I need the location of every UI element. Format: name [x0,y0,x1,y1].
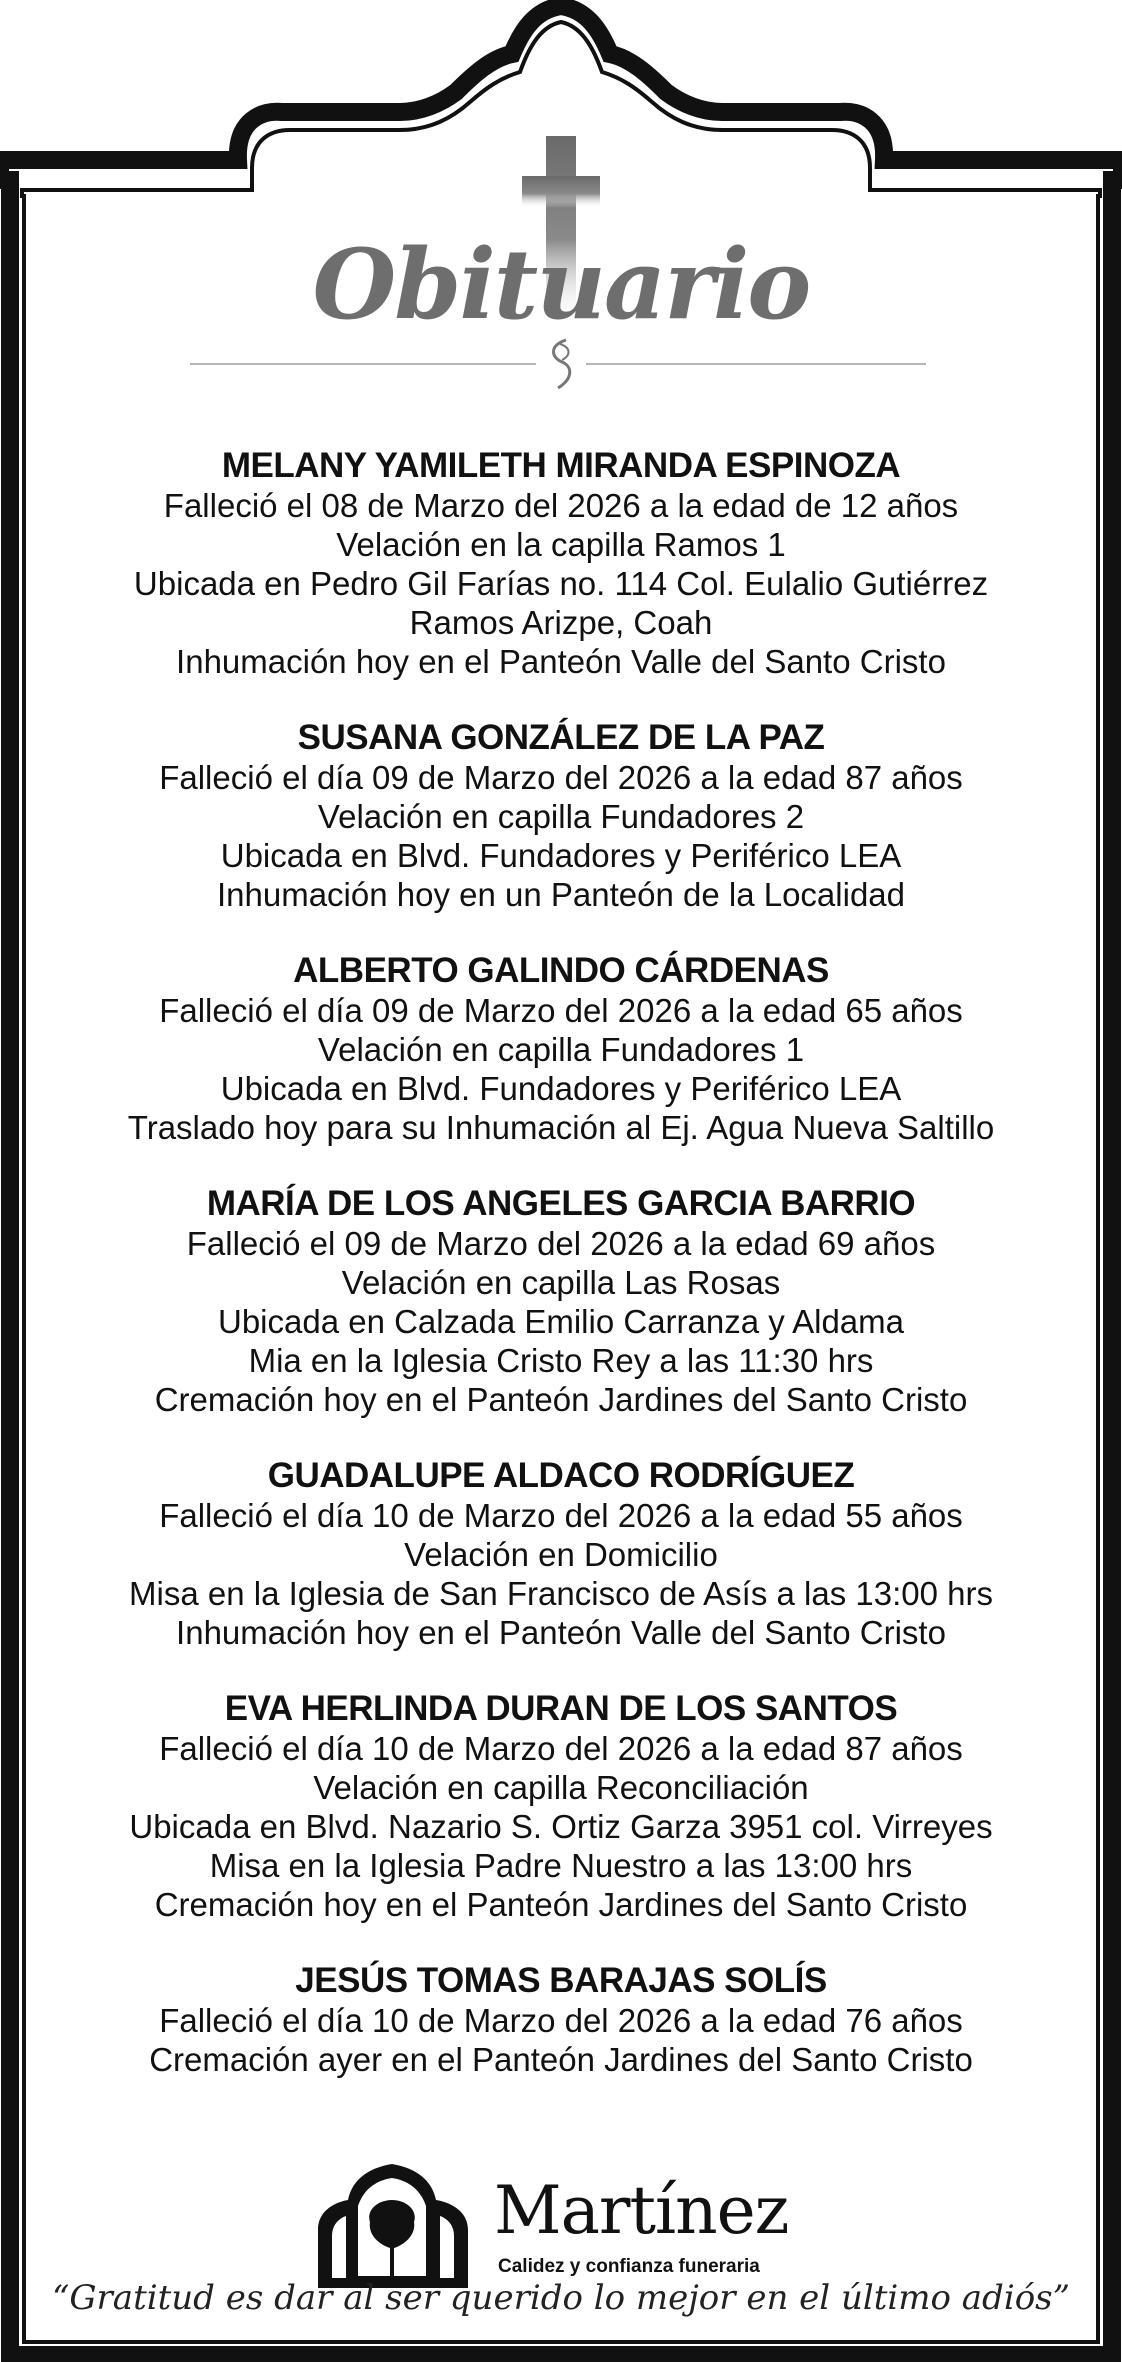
obituary-detail-line: Velación en capilla Reconciliación [313,1769,809,1806]
obituary-entry [0,1456,1122,1652]
deceased-name: EVA HERLINDA DURAN DE LOS SANTOS [224,1689,898,1728]
obituary-detail-line: Velación en capilla Fundadores 1 [317,1031,805,1068]
obituary-detail-line: Falleció el día 10 de Marzo del 2026 a la edad 87 años [159,1730,963,1767]
obituary-entry [0,446,1122,681]
obituary-detail-line: Cremación hoy en el Panteón Jardines del Santo Cristo [154,1381,968,1418]
obituary-detail-line: Ubicada en Calzada Emilio Carranza y Aldama [217,1303,904,1340]
scroll-ornament-icon [554,340,570,388]
obituary-detail-line: Velación en capilla Las Rosas [341,1264,781,1301]
obituary-detail-line: Falleció el día 09 de Marzo del 2026 a la edad 87 años [159,759,963,796]
obituary-detail-line: Falleció el día 09 de Marzo del 2026 a la edad 65 años [159,992,963,1029]
brand-tagline: Calidez y confianza funeraria [498,2256,760,2277]
obituary-detail-line: Falleció el 09 de Marzo del 2026 a la edad 69 años [186,1225,936,1262]
obituary-detail-line: Inhumación hoy en el Panteón Valle del Santo Cristo [176,643,946,680]
obituary-detail-line: Velación en la capilla Ramos 1 [336,526,786,563]
chapel-tree-logo-icon [318,2160,488,2290]
obituary-detail-line: Cremación ayer en el Panteón Jardines del Santo Cristo [149,2041,973,2078]
page-title: Obituario [312,228,810,341]
obituary-detail-line: Velación en Domicilio [404,1536,718,1573]
obituary-detail-line: Inhumación hoy en un Panteón de la Localidad [216,876,906,913]
funeral-home-logo [318,2160,798,2290]
deceased-name: SUSANA GONZÁLEZ DE LA PAZ [297,718,825,757]
obituary-detail-line: Ubicada en Blvd. Fundadores y Periférico LEA [220,1070,902,1107]
brand-name: Martínez [494,2172,789,2249]
obituary-detail-line: Falleció el día 10 de Marzo del 2026 a la edad 55 años [159,1497,963,1534]
deceased-name: GUADALUPE ALDACO RODRÍGUEZ [267,1456,855,1495]
obituary-entry [0,1961,1122,2079]
deceased-name: MELANY YAMILETH MIRANDA ESPINOZA [221,446,901,485]
deceased-name: JESÚS TOMAS BARAJAS SOLÍS [295,1961,827,2000]
obituary-detail-line: Falleció el día 10 de Marzo del 2026 a la edad 76 años [159,2002,963,2039]
obituary-detail-line: Ubicada en Blvd. Fundadores y Periférico LEA [220,837,902,874]
obituary-detail-line: Ubicada en Blvd. Nazario S. Ortiz Garza 3951 col. Virreyes [129,1808,993,1845]
obituary-detail-line: Cremación hoy en el Panteón Jardines del Santo Cristo [154,1886,968,1923]
obituary-detail-line: Mia en la Iglesia Cristo Rey a las 11:30 hrs [248,1342,874,1379]
obituary-detail-line: Traslado hoy para su Inhumación al Ej. Agua Nueva Saltillo [127,1109,995,1146]
obituary-detail-line: Misa en la Iglesia Padre Nuestro a las 13:00 hrs [209,1847,913,1884]
obituary-entry [0,1689,1122,1924]
obituary-list [0,446,1122,2116]
obituary-detail-line: Misa en la Iglesia de San Francisco de Asís a las 13:00 hrs [129,1575,993,1612]
obituary-detail-line: Inhumación hoy en el Panteón Valle del Santo Cristo [176,1614,946,1651]
deceased-name: MARÍA DE LOS ANGELES GARCIA BARRIO [206,1184,916,1223]
obituary-detail-line: Ramos Arizpe, Coah [409,604,713,641]
obituary-entry [0,951,1122,1147]
obituary-entry [0,718,1122,914]
obituary-entry [0,1184,1122,1419]
obituary-detail-line: Ubicada en Pedro Gil Farías no. 114 Col. Eulalio Gutiérrez [133,565,989,602]
deceased-name: ALBERTO GALINDO CÁRDENAS [293,951,829,990]
obituary-detail-line: Falleció el 08 de Marzo del 2026 a la edad de 12 años [163,487,959,524]
footer-quote: “Gratitud es dar al ser querido lo mejor en el último adiós” [52,2278,1070,2318]
obituary-detail-line: Velación en capilla Fundadores 2 [317,798,805,835]
